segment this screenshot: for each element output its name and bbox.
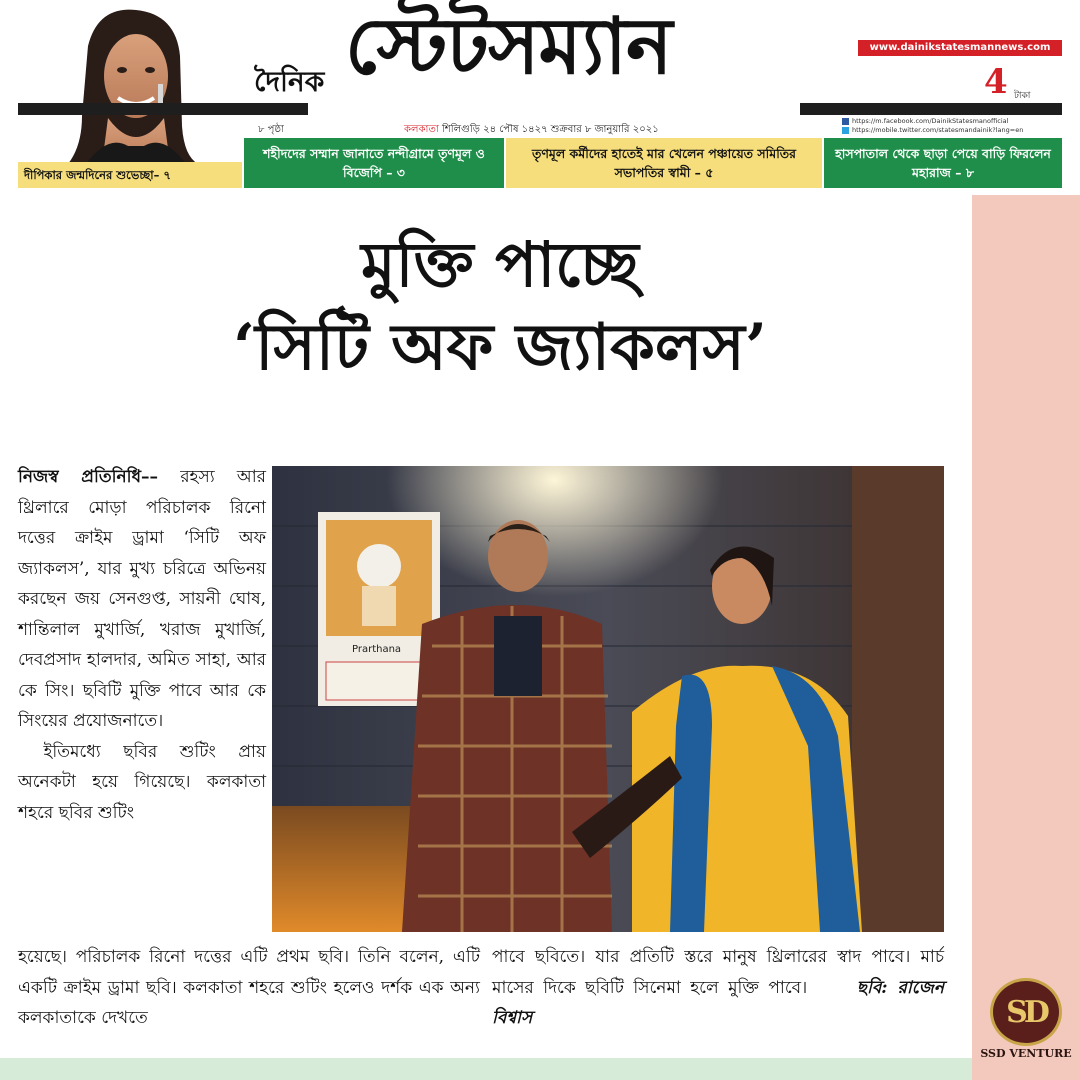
calendar-label: Prarthana	[352, 644, 402, 655]
teaser-nandigram[interactable]: শহীদদের সম্মান জানাতে নন্দীগ্রামে তৃণমূল ও বিজেপি – ৩	[244, 138, 504, 188]
masthead	[0, 0, 1080, 195]
facebook-icon	[842, 118, 849, 125]
teaser-trinamool[interactable]: তৃণমূল কর্মীদের হাতেই মার খেলেন পঞ্চায়েত সমিতির সভাপতির স্বামী – ৫	[506, 138, 822, 188]
photo-credit: ছবি: রাজেন বিশ্বাস	[492, 977, 944, 1028]
brand-name: স্টেটসম্যান	[345, 1, 672, 92]
masthead-rule-right	[800, 103, 1062, 115]
price-value: 4	[984, 62, 1008, 102]
facebook-link[interactable]: https://m.facebook.com/DainikStatesmanofficial	[852, 117, 1009, 125]
article-column-bottom-left: হয়েছে। পরিচালক রিনো দত্তের এটি প্রথম ছবি। তিনি বলেন, এটি একটি ক্রাইম ড্রামা ছবি। কলকাতা শহরে শুটিং হলেও দর্শক এক অন্য কলকাতাকে দেখতে	[18, 947, 480, 1028]
article-paragraph-1	[18, 462, 266, 737]
social-links	[842, 117, 1023, 135]
ssd-logo-icon	[990, 978, 1062, 1046]
dateline-date: শিলিগুড়ি ২৪ পৌষ ১৪২৭ শুক্রবার ৮ জানুয়ারি ২০২১	[441, 124, 659, 135]
paragraph-1-text: রহস্য আর থ্রিলারে মোড়া পরিচালক রিনো দত্তের ক্রাইম ড্রামা ‘সিটি অফ জ্যাকলস’, যার মুখ্য চরিত্রে অভিনয় করছেন জয় সেনগুপ্ত, সায়নী ঘোষ, শান্তিলাল মুখার্জি, খরাজ মুখার্জি, দেবপ্রসাদ হালদার, অমিত সাহা, আর কে সিং। ছবিটি মুক্তি পাবে আর কে সিংয়ের প্রযোজনাতে।	[18, 467, 267, 731]
article-paragraph-2: ইতিমধ্যে ছবির শুটিং প্রায় অনেকটা হয়ে গিয়েছে। কলকাতা শহরে ছবির শুটিং	[18, 741, 266, 823]
teaser-maharaj[interactable]: হাসপাতাল থেকে ছাড়া পেয়ে বাড়ি ফিরলেন মহারাজ – ৮	[824, 138, 1062, 188]
portrait-photo	[58, 6, 208, 164]
brand-prefix: দৈনিক	[254, 65, 325, 98]
teaser-deepika[interactable]: দীপিকার জন্মদিনের শুভেচ্ছা– ৭	[18, 162, 242, 188]
logo-monogram: SD	[1006, 994, 1046, 1030]
bottom-band	[0, 1058, 972, 1080]
twitter-link[interactable]: https://mobile.twitter.com/statesmandainik?lang=en	[852, 126, 1024, 134]
byline: নিজস্ব প্রতিনিধি––	[18, 467, 158, 487]
dateline-city: কলকাতা	[404, 124, 439, 135]
side-strip	[972, 195, 1080, 1080]
dateline	[404, 122, 659, 139]
article-headline	[40, 225, 960, 391]
headline-line-2: ‘সিটি অফ জ্যাকলস’	[232, 310, 768, 385]
page-count: ৮ পৃষ্ঠা	[258, 124, 284, 135]
article-column-bottom-right	[492, 942, 944, 1034]
bottom-right-text: পাবে ছবিতে। যার প্রতিটি স্তরে মানুষ থ্রিলারের স্বাদ পাবে। মার্চ মাসের দিকে ছবিটি সিনেমা হলে মুক্তি পাবে।	[492, 947, 944, 998]
headline-line-1: মুক্তি পাচ্ছে	[361, 228, 639, 301]
article-column-left	[18, 462, 266, 828]
website-link[interactable]: www.dainikstatesmannews.com	[858, 40, 1062, 56]
twitter-icon	[842, 127, 849, 134]
film-still-photo	[272, 466, 944, 932]
logo-name: SSD VENTURE	[980, 1047, 1072, 1060]
price-unit: টাকা	[1014, 91, 1031, 101]
